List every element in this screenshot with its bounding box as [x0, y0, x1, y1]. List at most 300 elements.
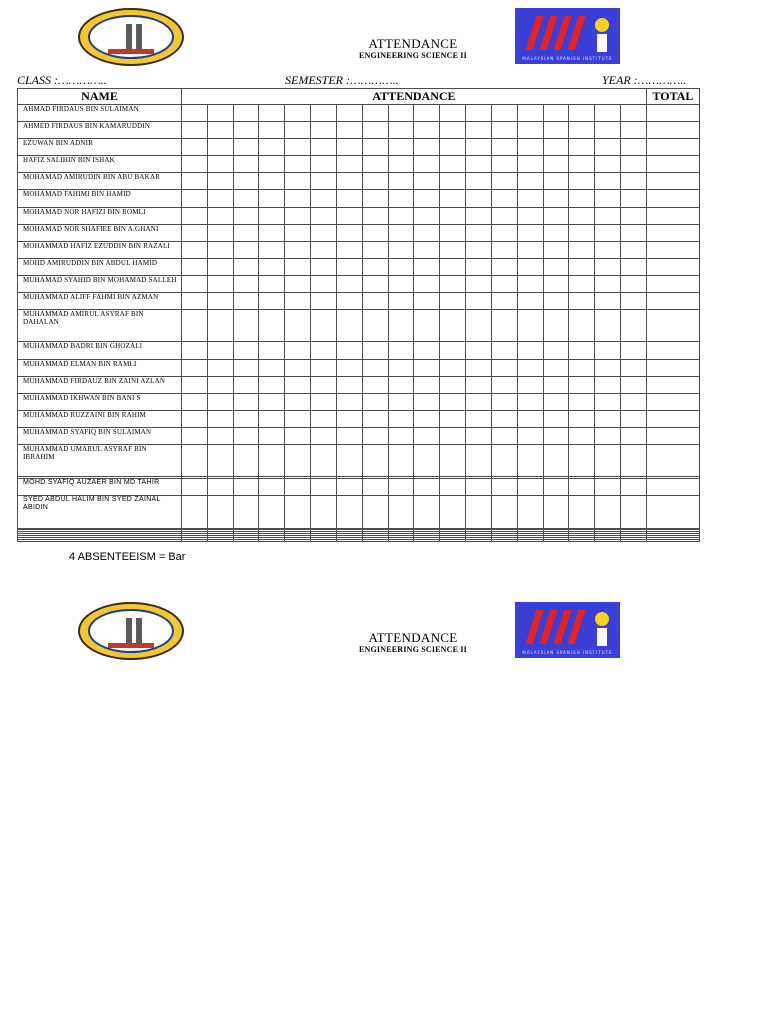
attendance-cell — [362, 427, 388, 444]
attendance-cell — [569, 410, 595, 427]
attendance-cell — [466, 139, 492, 156]
attendance-cell — [207, 293, 233, 310]
attendance-cell — [595, 496, 621, 528]
attendance-cell — [259, 496, 285, 528]
attendance-cell — [362, 224, 388, 241]
attendance-cell — [182, 310, 208, 342]
attendance-cell — [517, 156, 543, 173]
attendance-cell — [285, 393, 311, 410]
attendance-cell — [595, 444, 621, 476]
attendance-cell — [311, 539, 337, 541]
total-cell — [646, 105, 699, 122]
attendance-cell — [233, 275, 259, 292]
attendance-cell — [311, 173, 337, 190]
attendance-cell — [414, 496, 440, 528]
attendance-cell — [466, 105, 492, 122]
attendance-cell — [491, 293, 517, 310]
table-row — [18, 173, 700, 190]
attendance-cell — [517, 139, 543, 156]
attendance-cell — [517, 427, 543, 444]
attendance-cell — [182, 258, 208, 275]
attendance-cell — [491, 444, 517, 476]
attendance-cell — [182, 156, 208, 173]
table-row — [18, 310, 700, 342]
attendance-cell — [233, 410, 259, 427]
attendance-cell — [336, 496, 362, 528]
table-row — [18, 444, 700, 476]
attendance-cell — [517, 342, 543, 359]
table-row — [18, 393, 700, 410]
attendance-cell — [517, 410, 543, 427]
attendance-cell — [388, 275, 414, 292]
attendance-cell — [595, 207, 621, 224]
attendance-cell — [388, 359, 414, 376]
attendance-cell — [182, 539, 208, 541]
attendance-cell — [595, 539, 621, 541]
attendance-cell — [440, 122, 466, 139]
attendance-cell — [259, 190, 285, 207]
total-cell — [646, 139, 699, 156]
attendance-cell — [336, 359, 362, 376]
attendance-cell — [440, 241, 466, 258]
attendance-cell — [466, 479, 492, 496]
attendance-cell — [621, 241, 647, 258]
attendance-cell — [207, 376, 233, 393]
attendance-cell — [595, 342, 621, 359]
attendance-cell — [233, 224, 259, 241]
attendance-cell — [259, 224, 285, 241]
attendance-cell — [207, 310, 233, 342]
attendance-cell — [517, 293, 543, 310]
attendance-cell — [259, 156, 285, 173]
attendance-cell — [233, 241, 259, 258]
attendance-cell — [311, 258, 337, 275]
attendance-cell — [595, 173, 621, 190]
attendance-cell — [362, 444, 388, 476]
attendance-cell — [440, 139, 466, 156]
attendance-cell — [233, 310, 259, 342]
class-field: CLASS :………….. — [17, 73, 107, 87]
attendance-cell — [543, 410, 569, 427]
attendance-cell — [388, 139, 414, 156]
attendance-cell — [543, 139, 569, 156]
attendance-cell — [569, 190, 595, 207]
attendance-cell — [182, 393, 208, 410]
attendance-cell — [491, 496, 517, 528]
attendance-cell — [182, 342, 208, 359]
attendance-cell — [595, 410, 621, 427]
attendance-cell — [414, 122, 440, 139]
attendance-cell — [285, 156, 311, 173]
attendance-cell — [388, 190, 414, 207]
student-name: MUHAMMAD AMIRUL ASYRAF BIN DAHALAN — [18, 310, 182, 342]
attendance-cell — [285, 376, 311, 393]
total-cell — [646, 376, 699, 393]
attendance-cell — [491, 376, 517, 393]
attendance-cell — [543, 539, 569, 541]
attendance-cell — [388, 539, 414, 541]
attendance-cell — [388, 342, 414, 359]
student-name: MOHAMAD NOR HAFIZI BIN ROMLI — [18, 207, 182, 224]
attendance-cell — [207, 427, 233, 444]
attendance-cell — [388, 105, 414, 122]
attendance-cell — [336, 122, 362, 139]
attendance-cell — [621, 190, 647, 207]
attendance-cell — [285, 310, 311, 342]
attendance-cell — [388, 173, 414, 190]
attendance-cell — [362, 376, 388, 393]
attendance-cell — [336, 258, 362, 275]
attendance-cell — [414, 190, 440, 207]
attendance-cell — [491, 156, 517, 173]
attendance-cell — [569, 310, 595, 342]
attendance-cell — [388, 258, 414, 275]
attendance-cell — [543, 427, 569, 444]
attendance-cell — [517, 376, 543, 393]
attendance-cell — [466, 393, 492, 410]
attendance-cell — [336, 444, 362, 476]
attendance-cell — [621, 275, 647, 292]
attendance-cell — [466, 258, 492, 275]
attendance-cell — [233, 105, 259, 122]
attendance-cell — [517, 444, 543, 476]
attendance-cell — [466, 156, 492, 173]
attendance-cell — [233, 376, 259, 393]
total-cell — [646, 207, 699, 224]
attendance-cell — [414, 139, 440, 156]
attendance-cell — [362, 293, 388, 310]
attendance-cell — [621, 156, 647, 173]
attendance-cell — [491, 224, 517, 241]
attendance-cell — [362, 310, 388, 342]
attendance-cell — [543, 156, 569, 173]
attendance-cell — [233, 122, 259, 139]
attendance-cell — [362, 156, 388, 173]
attendance-cell — [569, 393, 595, 410]
table-row — [18, 139, 700, 156]
attendance-cell — [466, 224, 492, 241]
attendance-cell — [207, 342, 233, 359]
total-cell — [646, 156, 699, 173]
attendance-cell — [440, 393, 466, 410]
attendance-cell — [543, 310, 569, 342]
attendance-cell — [362, 496, 388, 528]
attendance-cell — [259, 122, 285, 139]
attendance-cell — [414, 427, 440, 444]
attendance-cell — [440, 410, 466, 427]
attendance-cell — [259, 207, 285, 224]
attendance-cell — [311, 207, 337, 224]
total-cell — [646, 410, 699, 427]
table-row — [18, 359, 700, 376]
student-name: EZUWAN BIN ADNIR — [18, 139, 182, 156]
attendance-cell — [285, 342, 311, 359]
attendance-cell — [207, 241, 233, 258]
student-name: MUHAMMAD FIRDAUZ BIN ZAINI AZLAN — [18, 376, 182, 393]
attendance-cell — [207, 410, 233, 427]
attendance-column-header: ATTENDANCE — [182, 89, 647, 105]
attendance-cell — [440, 342, 466, 359]
attendance-cell — [414, 444, 440, 476]
attendance-cell — [388, 444, 414, 476]
attendance-cell — [517, 122, 543, 139]
attendance-cell — [259, 342, 285, 359]
semester-field: SEMESTER :………….. — [285, 73, 399, 87]
attendance-cell — [491, 139, 517, 156]
attendance-cell — [285, 173, 311, 190]
attendance-cell — [259, 173, 285, 190]
student-name: MOHAMAD NOR SHAFIEE BIN A.GHANI — [18, 224, 182, 241]
attendance-cell — [491, 427, 517, 444]
attendance-cell — [362, 207, 388, 224]
attendance-cell — [595, 241, 621, 258]
attendance-cell — [233, 393, 259, 410]
attendance-cell — [182, 293, 208, 310]
attendance-cell — [336, 275, 362, 292]
attendance-cell — [336, 393, 362, 410]
right-logo-msi — [515, 8, 620, 64]
total-cell — [646, 224, 699, 241]
student-name: AHMED FIRDAUS BIN KAMARUDDIN — [18, 122, 182, 139]
attendance-cell — [621, 479, 647, 496]
attendance-cell — [569, 444, 595, 476]
attendance-cell — [621, 310, 647, 342]
attendance-cell — [259, 410, 285, 427]
attendance-cell — [233, 539, 259, 541]
attendance-cell — [491, 342, 517, 359]
attendance-cell — [285, 122, 311, 139]
table-row — [18, 156, 700, 173]
attendance-cell — [491, 393, 517, 410]
attendance-cell — [182, 105, 208, 122]
attendance-cell — [285, 105, 311, 122]
attendance-cell — [517, 393, 543, 410]
attendance-cell — [491, 275, 517, 292]
table-row — [18, 122, 700, 139]
attendance-cell — [388, 427, 414, 444]
attendance-cell — [414, 258, 440, 275]
attendance-cell — [621, 105, 647, 122]
student-name: MUHAMMAD SYAFIQ BIN SULAIMAN — [18, 427, 182, 444]
attendance-cell — [259, 139, 285, 156]
attendance-cell — [233, 479, 259, 496]
attendance-cell — [595, 393, 621, 410]
attendance-cell — [259, 310, 285, 342]
attendance-cell — [491, 539, 517, 541]
attendance-cell — [285, 410, 311, 427]
total-cell — [646, 496, 699, 528]
attendance-cell — [414, 310, 440, 342]
attendance-cell — [543, 293, 569, 310]
attendance-cell — [569, 258, 595, 275]
attendance-cell — [233, 258, 259, 275]
attendance-cell — [621, 539, 647, 541]
attendance-cell — [388, 393, 414, 410]
attendance-cell — [311, 105, 337, 122]
attendance-cell — [569, 173, 595, 190]
attendance-cell — [569, 293, 595, 310]
attendance-cell — [440, 376, 466, 393]
total-cell — [646, 444, 699, 476]
attendance-cell — [207, 479, 233, 496]
attendance-cell — [440, 156, 466, 173]
attendance-cell — [621, 444, 647, 476]
table-row — [18, 241, 700, 258]
attendance-cell — [207, 496, 233, 528]
attendance-cell — [207, 224, 233, 241]
attendance-cell — [543, 496, 569, 528]
attendance-cell — [259, 393, 285, 410]
attendance-cell — [362, 275, 388, 292]
attendance-cell — [259, 275, 285, 292]
attendance-cell — [621, 393, 647, 410]
attendance-cell — [182, 444, 208, 476]
attendance-cell — [233, 139, 259, 156]
total-cell — [646, 190, 699, 207]
attendance-cell — [311, 359, 337, 376]
attendance-cell — [414, 224, 440, 241]
student-name: HAFIZ SALIHIN BIN ISHAK — [18, 156, 182, 173]
student-name: MUHAMMAD ALIFF FAHMI BIN AZMAN — [18, 293, 182, 310]
total-cell — [646, 310, 699, 342]
attendance-cell — [182, 139, 208, 156]
attendance-cell — [414, 173, 440, 190]
attendance-cell — [182, 224, 208, 241]
table-row — [18, 224, 700, 241]
attendance-cell — [543, 444, 569, 476]
attendance-cell — [440, 105, 466, 122]
attendance-cell — [569, 275, 595, 292]
attendance-cell — [440, 479, 466, 496]
attendance-cell — [569, 156, 595, 173]
left-logo-seal-2 — [78, 602, 184, 660]
attendance-cell — [311, 156, 337, 173]
attendance-cell — [311, 410, 337, 427]
attendance-cell — [466, 173, 492, 190]
attendance-cell — [440, 275, 466, 292]
attendance-cell — [388, 376, 414, 393]
table-row — [18, 427, 700, 444]
attendance-cell — [414, 207, 440, 224]
attendance-cell — [233, 156, 259, 173]
total-cell — [646, 342, 699, 359]
total-cell — [646, 122, 699, 139]
attendance-cell — [311, 139, 337, 156]
attendance-cell — [491, 359, 517, 376]
attendance-cell — [517, 105, 543, 122]
attendance-cell — [621, 359, 647, 376]
attendance-cell — [466, 359, 492, 376]
attendance-cell — [621, 173, 647, 190]
attendance-cell — [466, 539, 492, 541]
attendance-cell — [336, 156, 362, 173]
attendance-cell — [440, 190, 466, 207]
attendance-cell — [569, 241, 595, 258]
table-row — [18, 293, 700, 310]
attendance-cell — [543, 173, 569, 190]
name-column-header: NAME — [18, 89, 182, 105]
attendance-cell — [491, 207, 517, 224]
attendance-cell — [466, 427, 492, 444]
total-cell — [646, 479, 699, 496]
attendance-cell — [388, 310, 414, 342]
attendance-cell — [182, 376, 208, 393]
attendance-cell — [285, 139, 311, 156]
student-name: MOHAMAD FAHIMI BIN HAMID — [18, 190, 182, 207]
student-name: SYED ABDUL HALIM BIN SYED ZAINAL ABIDIN — [18, 496, 182, 528]
attendance-cell — [414, 275, 440, 292]
attendance-cell — [440, 539, 466, 541]
attendance-cell — [311, 496, 337, 528]
table-row — [18, 479, 700, 496]
attendance-cell — [621, 410, 647, 427]
attendance-cell — [207, 122, 233, 139]
student-name: MOHD AMIRUDDIN BIN ABDUL HAMID — [18, 258, 182, 275]
attendance-cell — [543, 207, 569, 224]
attendance-cell — [362, 122, 388, 139]
attendance-cell — [466, 496, 492, 528]
attendance-cell — [311, 479, 337, 496]
total-cell — [646, 539, 699, 541]
attendance-cell — [466, 207, 492, 224]
attendance-cell — [336, 293, 362, 310]
attendance-cell — [491, 258, 517, 275]
attendance-cell — [414, 393, 440, 410]
attendance-cell — [517, 310, 543, 342]
attendance-cell — [207, 393, 233, 410]
attendance-cell — [259, 539, 285, 541]
attendance-cell — [233, 207, 259, 224]
student-name: MOHAMAD AMIRUDIN BIN ABU BAKAR — [18, 173, 182, 190]
attendance-cell — [285, 444, 311, 476]
attendance-cell — [259, 444, 285, 476]
attendance-cell — [414, 539, 440, 541]
attendance-cell — [595, 275, 621, 292]
attendance-cell — [336, 479, 362, 496]
attendance-cell — [621, 496, 647, 528]
attendance-cell — [285, 224, 311, 241]
attendance-cell — [569, 207, 595, 224]
attendance-cell — [182, 190, 208, 207]
attendance-cell — [543, 190, 569, 207]
attendance-cell — [440, 496, 466, 528]
attendance-cell — [362, 479, 388, 496]
student-name: AHMAD FIRDAUS BIN SULAIMAN — [18, 105, 182, 122]
attendance-cell — [311, 241, 337, 258]
attendance-cell — [595, 293, 621, 310]
attendance-cell — [336, 241, 362, 258]
attendance-cell — [414, 359, 440, 376]
attendance-cell — [388, 207, 414, 224]
attendance-cell — [336, 539, 362, 541]
attendance-cell — [207, 139, 233, 156]
attendance-cell — [182, 427, 208, 444]
attendance-cell — [440, 207, 466, 224]
attendance-cell — [311, 444, 337, 476]
page-subtitle: ENGINEERING SCIENCE II — [359, 51, 467, 60]
attendance-cell — [595, 105, 621, 122]
attendance-cell — [285, 427, 311, 444]
table-row — [18, 496, 700, 528]
attendance-cell — [259, 479, 285, 496]
attendance-cell — [621, 207, 647, 224]
attendance-cell — [285, 258, 311, 275]
attendance-cell — [543, 342, 569, 359]
attendance-cell — [491, 190, 517, 207]
attendance-cell — [182, 173, 208, 190]
attendance-cell — [466, 293, 492, 310]
attendance-cell — [336, 224, 362, 241]
